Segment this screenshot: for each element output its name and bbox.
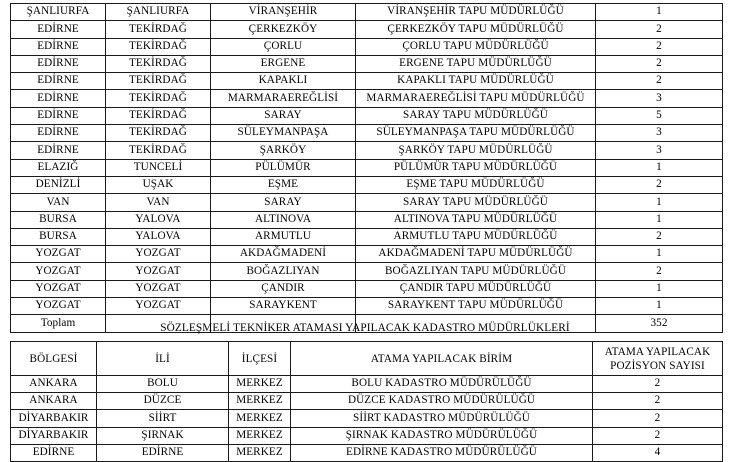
cell-birim: ÇORLU TAPU MÜDÜRLÜĞÜ bbox=[356, 38, 596, 55]
cell-birim: ERGENE TAPU MÜDÜRLÜĞÜ bbox=[356, 55, 596, 72]
cell-ilce: MERKEZ bbox=[229, 444, 291, 461]
table-row bbox=[11, 107, 723, 124]
column-header-pozisyon-sayisi bbox=[593, 342, 723, 376]
kadastro-mudurlukleri-table-container bbox=[10, 341, 722, 462]
cell-bolge: EDİRNE bbox=[11, 444, 97, 461]
cell-pozisyon-sayisi: 5 bbox=[596, 107, 723, 124]
cell-ilce: ŞARKÖY bbox=[211, 142, 356, 159]
cell-bolge: EDİRNE bbox=[11, 55, 106, 72]
cell-ilce: ERGENE bbox=[211, 55, 356, 72]
cell-bolge: ŞANLIURFA bbox=[11, 4, 106, 21]
cell-il: YALOVA bbox=[106, 228, 211, 245]
table-row bbox=[11, 4, 723, 21]
cell-ilce: ALTINOVA bbox=[211, 211, 356, 228]
cell-birim: SİİRT KADASTRO MÜDÜRÜLÜĞÜ bbox=[291, 410, 593, 427]
table-row bbox=[11, 228, 723, 245]
table-row bbox=[11, 142, 723, 159]
column-header-line1: İLİ bbox=[155, 352, 170, 365]
cell-birim: BOĞAZLIYAN TAPU MÜDÜRLÜĞÜ bbox=[356, 263, 596, 280]
table-row bbox=[11, 176, 723, 193]
cell-ilce: MERKEZ bbox=[229, 410, 291, 427]
cell-pozisyon-sayisi: 2 bbox=[593, 410, 723, 427]
cell-birim: DÜZCE KADASTRO MÜDÜRÜLÜĞÜ bbox=[291, 393, 593, 410]
cell-bolge: EDİRNE bbox=[11, 90, 106, 107]
cell-pozisyon-sayisi: 2 bbox=[596, 176, 723, 193]
cell-bolge: YOZGAT bbox=[11, 280, 106, 297]
cell-birim: ÇANDIR TAPU MÜDÜRLÜĞÜ bbox=[356, 280, 596, 297]
table-row bbox=[11, 376, 723, 393]
cell-birim: PÜLÜMÜR TAPU MÜDÜRLÜĞÜ bbox=[356, 159, 596, 176]
cell-pozisyon-sayisi: 1 bbox=[596, 211, 723, 228]
table-row bbox=[11, 280, 723, 297]
cell-pozisyon-sayisi: 1 bbox=[596, 194, 723, 211]
cell-pozisyon-sayisi: 2 bbox=[593, 376, 723, 393]
table-row bbox=[11, 21, 723, 38]
column-header-birim bbox=[291, 342, 593, 376]
cell-pozisyon-sayisi: 3 bbox=[596, 90, 723, 107]
cell-ilce: MARMARAEREĞLİSİ bbox=[211, 90, 356, 107]
cell-bolge: ANKARA bbox=[11, 393, 97, 410]
cell-birim: KAPAKLI TAPU MÜDÜRLÜĞÜ bbox=[356, 73, 596, 90]
cell-bolge: EDİRNE bbox=[11, 142, 106, 159]
cell-ilce: ÇERKEZKÖY bbox=[211, 21, 356, 38]
cell-bolge: EDİRNE bbox=[11, 125, 106, 142]
cell-ilce: PÜLÜMÜR bbox=[211, 159, 356, 176]
column-header-line2: POZİSYON SAYISI bbox=[610, 359, 705, 372]
cell-pozisyon-sayisi: 2 bbox=[596, 73, 723, 90]
cell-ilce: EŞME bbox=[211, 176, 356, 193]
table-row bbox=[11, 38, 723, 55]
cell-il: VAN bbox=[106, 194, 211, 211]
tapu-mudurlukleri-table-container bbox=[10, 3, 722, 333]
cell-birim: EŞME TAPU MÜDÜRLÜĞÜ bbox=[356, 176, 596, 193]
cell-pozisyon-sayisi: 3 bbox=[596, 125, 723, 142]
cell-ilce: SARAYKENT bbox=[211, 298, 356, 315]
column-header-bolge bbox=[11, 342, 97, 376]
cell-pozisyon-sayisi: 2 bbox=[596, 55, 723, 72]
cell-il: BOLU bbox=[97, 376, 229, 393]
table-row bbox=[11, 73, 723, 90]
column-header-line1: ATAMA YAPILACAK bbox=[604, 345, 711, 358]
cell-pozisyon-sayisi: 2 bbox=[593, 427, 723, 444]
column-header-line1: BÖLGESİ bbox=[29, 352, 78, 365]
cell-pozisyon-sayisi: 1 bbox=[596, 4, 723, 21]
cell-ilce: SARAY bbox=[211, 107, 356, 124]
cell-birim: ŞIRNAK KADASTRO MÜDÜRÜLÜĞÜ bbox=[291, 427, 593, 444]
cell-il: TEKİRDAĞ bbox=[106, 142, 211, 159]
cell-bolge: DİYARBAKIR bbox=[11, 410, 97, 427]
cell-pozisyon-sayisi: 1 bbox=[596, 159, 723, 176]
cell-il: ŞANLIURFA bbox=[106, 4, 211, 21]
cell-birim: AKDAĞMADENİ TAPU MÜDÜRLÜĞÜ bbox=[356, 246, 596, 263]
cell-ilce: MERKEZ bbox=[229, 376, 291, 393]
cell-bolge: BURSA bbox=[11, 211, 106, 228]
cell-il: TEKİRDAĞ bbox=[106, 90, 211, 107]
kadastro-mudurlukleri-table bbox=[10, 341, 723, 462]
cell-pozisyon-sayisi: 2 bbox=[596, 21, 723, 38]
cell-bolge: DENİZLİ bbox=[11, 176, 106, 193]
cell-ilce: MERKEZ bbox=[229, 393, 291, 410]
cell-bolge: YOZGAT bbox=[11, 263, 106, 280]
cell-ilce: ARMUTLU bbox=[211, 228, 356, 245]
tapu-mudurlukleri-table bbox=[10, 3, 723, 333]
cell-bolge: ELAZIĞ bbox=[11, 159, 106, 176]
column-header-line1: ATAMA YAPILACAK BİRİM bbox=[370, 352, 513, 365]
cell-il: TEKİRDAĞ bbox=[106, 55, 211, 72]
table-row bbox=[11, 427, 723, 444]
total-value: 352 bbox=[596, 315, 723, 333]
cell-pozisyon-sayisi: 1 bbox=[596, 246, 723, 263]
cell-birim: SARAYKENT TAPU MÜDÜRLÜĞÜ bbox=[356, 298, 596, 315]
cell-birim: ARMUTLU TAPU MÜDÜRLÜĞÜ bbox=[356, 228, 596, 245]
cell-il: DÜZCE bbox=[97, 393, 229, 410]
column-header-ilce bbox=[229, 342, 291, 376]
cell-bolge: YOZGAT bbox=[11, 298, 106, 315]
table-row bbox=[11, 55, 723, 72]
cell-il: ŞIRNAK bbox=[97, 427, 229, 444]
section-title: SÖZLEŞMELİ TEKNİKER ATAMASI YAPILACAK KADASTRO MÜDÜRLÜKLERİ bbox=[160, 322, 570, 334]
cell-birim: SARAY TAPU MÜDÜRLÜĞÜ bbox=[356, 194, 596, 211]
table-header-row bbox=[11, 342, 723, 376]
cell-ilce: AKDAĞMADENİ bbox=[211, 246, 356, 263]
cell-pozisyon-sayisi: 2 bbox=[596, 228, 723, 245]
cell-ilce: KAPAKLI bbox=[211, 73, 356, 90]
cell-ilce: SARAY bbox=[211, 194, 356, 211]
cell-pozisyon-sayisi: 1 bbox=[596, 298, 723, 315]
cell-ilce: SÜLEYMANPAŞA bbox=[211, 125, 356, 142]
column-header-line1: İLÇESİ bbox=[241, 352, 278, 365]
cell-birim: SÜLEYMANPAŞA TAPU MÜDÜRLÜĞÜ bbox=[356, 125, 596, 142]
table-row bbox=[11, 90, 723, 107]
cell-pozisyon-sayisi: 2 bbox=[596, 263, 723, 280]
cell-il: YALOVA bbox=[106, 211, 211, 228]
cell-pozisyon-sayisi: 1 bbox=[596, 280, 723, 297]
cell-birim: EDİRNE KADASTRO MÜDÜRÜLÜĞÜ bbox=[291, 444, 593, 461]
table-row bbox=[11, 263, 723, 280]
column-header-il bbox=[97, 342, 229, 376]
cell-birim: VİRANŞEHİR TAPU MÜDÜRLÜĞÜ bbox=[356, 4, 596, 21]
table-row bbox=[11, 298, 723, 315]
table-row bbox=[11, 410, 723, 427]
cell-pozisyon-sayisi: 2 bbox=[596, 38, 723, 55]
table-row bbox=[11, 444, 723, 461]
total-label: Toplam bbox=[11, 315, 106, 333]
cell-pozisyon-sayisi: 4 bbox=[593, 444, 723, 461]
cell-ilce: ÇORLU bbox=[211, 38, 356, 55]
cell-ilce: BOĞAZLIYAN bbox=[211, 263, 356, 280]
cell-bolge: YOZGAT bbox=[11, 246, 106, 263]
cell-ilce: VİRANŞEHİR bbox=[211, 4, 356, 21]
cell-il: YOZGAT bbox=[106, 280, 211, 297]
table-row bbox=[11, 246, 723, 263]
cell-bolge: BURSA bbox=[11, 228, 106, 245]
cell-il: TEKİRDAĞ bbox=[106, 21, 211, 38]
table-row bbox=[11, 159, 723, 176]
cell-il: TUNCELİ bbox=[106, 159, 211, 176]
cell-birim: ÇERKEZKÖY TAPU MÜDÜRLÜĞÜ bbox=[356, 21, 596, 38]
cell-il: UŞAK bbox=[106, 176, 211, 193]
cell-bolge: VAN bbox=[11, 194, 106, 211]
cell-il: TEKİRDAĞ bbox=[106, 73, 211, 90]
cell-birim: SARAY TAPU MÜDÜRLÜĞÜ bbox=[356, 107, 596, 124]
cell-il: TEKİRDAĞ bbox=[106, 125, 211, 142]
cell-birim: ŞARKÖY TAPU MÜDÜRLÜĞÜ bbox=[356, 142, 596, 159]
cell-bolge: ANKARA bbox=[11, 376, 97, 393]
cell-pozisyon-sayisi: 3 bbox=[596, 142, 723, 159]
cell-ilce: MERKEZ bbox=[229, 427, 291, 444]
table-row bbox=[11, 125, 723, 142]
table-row bbox=[11, 393, 723, 410]
cell-birim: ALTINOVA TAPU MÜDÜRLÜĞÜ bbox=[356, 211, 596, 228]
table-row bbox=[11, 211, 723, 228]
cell-il: YOZGAT bbox=[106, 298, 211, 315]
cell-pozisyon-sayisi: 2 bbox=[593, 393, 723, 410]
cell-il: SİİRT bbox=[97, 410, 229, 427]
table-row bbox=[11, 194, 723, 211]
cell-il: TEKİRDAĞ bbox=[106, 107, 211, 124]
cell-bolge: EDİRNE bbox=[11, 21, 106, 38]
cell-il: YOZGAT bbox=[106, 246, 211, 263]
cell-bolge: EDİRNE bbox=[11, 73, 106, 90]
cell-bolge: EDİRNE bbox=[11, 38, 106, 55]
cell-il: EDİRNE bbox=[97, 444, 229, 461]
cell-il: YOZGAT bbox=[106, 263, 211, 280]
cell-il: TEKİRDAĞ bbox=[106, 38, 211, 55]
cell-bolge: EDİRNE bbox=[11, 107, 106, 124]
cell-bolge: DİYARBAKIR bbox=[11, 427, 97, 444]
cell-birim: BOLU KADASTRO MÜDÜRÜLÜĞÜ bbox=[291, 376, 593, 393]
cell-ilce: ÇANDIR bbox=[211, 280, 356, 297]
cell-birim: MARMARAEREĞLİSİ TAPU MÜDÜRLÜĞÜ bbox=[356, 90, 596, 107]
